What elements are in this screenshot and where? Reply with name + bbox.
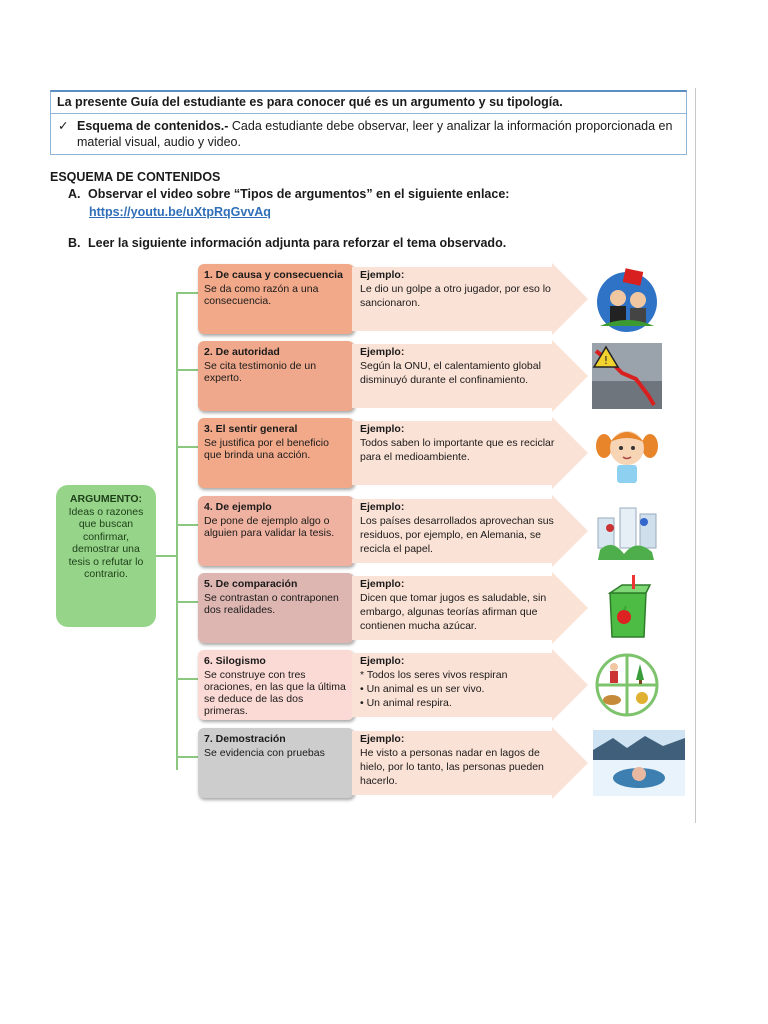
argument-type-box [198,650,354,720]
living-beings-icon [592,652,662,718]
argument-type-box [198,496,354,566]
girl-icon [592,420,662,486]
example-label: Ejemplo: [360,655,405,667]
example-label: Ejemplo: [360,578,405,590]
scheme-box [50,114,687,155]
argument-type-description: Se evidencia con pruebas [204,747,325,759]
connector-branch [176,756,200,758]
argument-type-box [198,418,354,488]
argument-type-box [198,264,354,334]
item-b-text: Leer la siguiente información adjunta para reforzar el tema observado. [88,236,507,250]
connector-branch [176,369,200,371]
ice-swimming-icon [593,730,685,796]
example-text [360,732,564,788]
example-arrow [352,340,590,412]
example-label: Ejemplo: [360,733,405,745]
example-line: • Un animal es un ser vivo. [360,683,485,695]
argument-type-box [198,341,354,411]
argument-type-name: 3. El sentir general [204,423,298,435]
connector-vertical [176,292,178,770]
argument-type-description: De pone de ejemplo algo o alguien para validar la tesis. [204,515,335,539]
item-b-letter: B. [68,236,81,250]
global-warming-icon [592,343,662,409]
example-line: * Todos los seres vivos respiran [360,669,508,681]
example-text [360,422,564,464]
item-b [68,236,506,250]
example-line: He visto a personas nadar en lagos de hielo, por lo tanto, las personas pueden hacerlo. [360,747,544,787]
connector-branch [176,524,200,526]
scheme-label: Esquema de contenidos.- [77,119,229,133]
example-label: Ejemplo: [360,346,405,358]
example-arrow [352,495,590,567]
example-label: Ejemplo: [360,501,405,513]
argument-definition-box [56,485,156,627]
juice-box-icon [592,575,662,641]
argument-type-box [198,573,354,643]
page-edge-line [695,88,696,823]
connector-branch [176,601,200,603]
argument-type-name: 6. Silogismo [204,655,266,667]
item-a-text: Observar el video sobre “Tipos de argumentos” en el siguiente enlace: [88,187,510,201]
example-text [360,345,564,387]
example-line: • Un animal respira. [360,697,452,709]
argument-type-description: Se justifica por el beneficio que brinda una acción. [204,437,329,461]
argument-type-name: 2. De autoridad [204,346,280,358]
argument-type-name: 4. De ejemplo [204,501,272,513]
connector-root [156,555,178,557]
example-text [360,577,564,633]
argument-type-name: 5. De comparación [204,578,298,590]
check-icon: ✓ [58,119,69,133]
argument-type-name: 7. Demostración [204,733,286,745]
argument-title: ARGUMENTO: [69,493,143,505]
section-title: ESQUEMA DE CONTENIDOS [50,170,221,184]
argument-type-box [198,728,354,798]
argument-type-description: Se da como razón a una consecuencia. [204,283,319,307]
example-text [360,500,564,556]
example-line: Según la ONU, el calentamiento global disminuyó durante el confinamiento. [360,360,541,386]
example-label: Ejemplo: [360,423,405,435]
argument-type-description: Se construye con tres oraciones, en las que la última se deduce de las dos primeras. [204,669,346,717]
example-arrow [352,263,590,335]
connector-branch [176,292,200,294]
argument-type-name: 1. De causa y consecuencia [204,269,343,281]
intro-text: La presente Guía del estudiante es para conocer qué es un argumento y su tipología. [57,95,563,109]
example-arrow [352,572,590,644]
video-link[interactable]: https://youtu.be/uXtpRqGvvAq [89,205,271,219]
argument-type-description: Se contrastan o contraponen dos realidades. [204,592,339,616]
intro-box [50,90,687,114]
connector-branch [176,678,200,680]
argument-type-description: Se cita testimonio de un experto. [204,360,317,384]
scheme-text: Cada estudiante debe observar, leer y analizar la información proporcionada en material visual, audio y video. [77,119,673,149]
item-a-letter: A. [68,187,81,201]
connector-branch [176,446,200,448]
example-text [360,268,564,310]
example-label: Ejemplo: [360,269,405,281]
example-line: Todos saben lo importante que es reciclar para el medioambiente. [360,437,555,463]
example-arrow [352,727,590,799]
referee-red-card-icon [592,266,662,332]
example-line: Los países desarrollados aprovechan sus residuos, por ejemplo, en Alemania, se recicla el papel. [360,515,554,555]
example-line: Dicen que tomar jugos es saludable, sin embargo, algunas teorías afirman que contienen mucha azúcar. [360,592,547,632]
example-arrow [352,649,590,721]
item-a [68,187,509,201]
example-line: Le dio un golpe a otro jugador, por eso lo sancionaron. [360,283,551,309]
example-text [360,654,564,710]
example-arrow [352,417,590,489]
recycling-icon [592,498,662,564]
argument-text: Ideas o razones que buscan confirmar, demostrar una tesis o refutar lo contrario. [68,505,144,580]
